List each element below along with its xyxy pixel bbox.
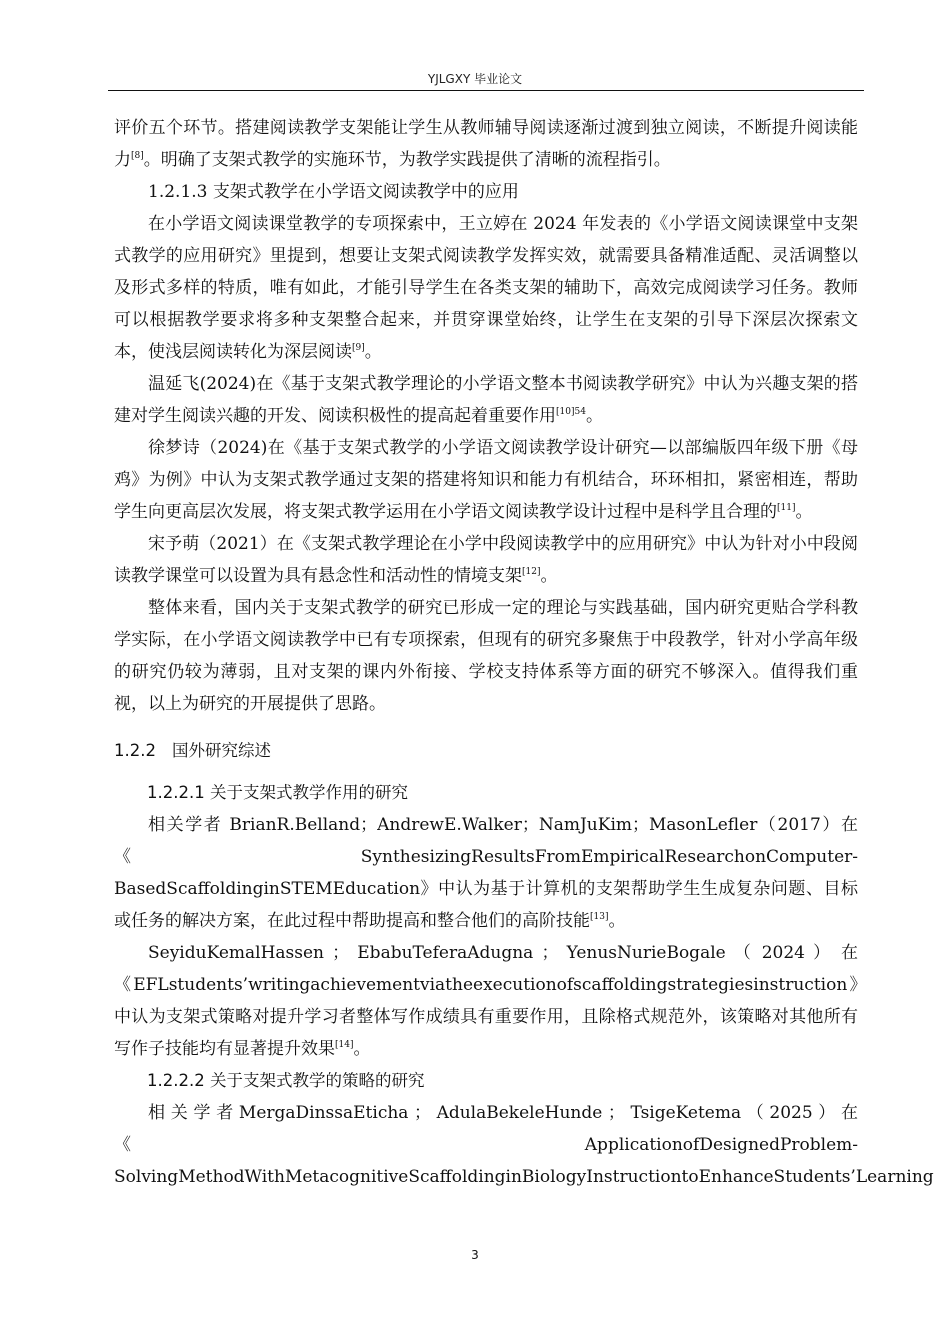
paragraph-belland-line1: 相关学者 BrianR.Belland；AndrewE.Walker；NamJuKim；MasonLefler（2017）在	[148, 815, 858, 835]
paragraph-eticha-line3: SolvingMethodWithMetacognitiveScaffoldinginBiologyInstructiontoEnhanceStudents’Learning	[114, 1167, 934, 1187]
header-rule	[108, 90, 864, 91]
paragraph-continuation: 评价五个环节。搭建阅读教学支架能让学生从教师辅导阅读逐渐过渡到独立阅读，不断提升阅读能力[8]。明确了支架式教学的实施环节，为教学实践提供了清晰的流程指引。	[114, 118, 858, 170]
running-header: YJLGXY 毕业论文	[427, 72, 523, 86]
paragraph-wang: 在小学语文阅读课堂教学的专项探索中，王立婷在 2024 年发表的《小学语文阅读课堂中支架式教学的应用研究》里提到，想要让支架式阅读教学发挥实效，就需要具备精准适配、灵活调整以及形式多样的特质，唯有如此，才能引导学生在各类支架的辅助下，高效完成阅读学习任务。教师可以根据教学要求将多种支架整合起来，并贯穿课堂始终，让学生在支架的引导下深层次探索文本，使浅层阅读转化为深层阅读[9]。	[114, 214, 858, 362]
paragraph-wen: 温延飞(2024)在《基于支架式教学理论的小学语文整本书阅读教学研究》中认为兴趣支架的搭建对学生阅读兴趣的开发、阅读积极性的提高起着重要作用$^{[10]54}$。	[114, 374, 858, 426]
paragraph-eticha-line1: 相 关 学 者 MergaDinssaEticha ； AdulaBekeleHunde ； TsigeKetema （ 2025 ） 在	[148, 1103, 858, 1123]
section-heading-1-2-1-3: 1.2.1.3 支架式教学在小学语文阅读教学中的应用	[148, 182, 519, 202]
citation: [13]	[590, 912, 609, 922]
page-body	[114, 112, 934, 1193]
paragraph-hassen-body: 《EFLstudents’writingachievementviatheexecutionofscaffoldingstrategiesinstruction》中认为支架式策略对提升学习者整体写作成绩具有重要作用，且除格式规范外，该策略对其他所有写作子技能均有显著提升效果[14]。	[114, 975, 858, 1059]
citation: [10]54	[556, 407, 586, 417]
section-heading-1-2-2-2: 1.2.2.2 关于支架式教学的策略的研究	[147, 1071, 425, 1090]
paragraph-summary: 整体来看，国内关于支架式教学的研究已形成一定的理论与实践基础，国内研究更贴合学科教学实际，在小学语文阅读教学中已有专项探索，但现有的研究多聚焦于中段教学，针对小学高年级的研究仍较为薄弱，且对支架的课内外衔接、学校支持体系等方面的研究不够深入。值得我们重视，以上为研究的开展提供了思路。	[114, 598, 858, 714]
paragraph-song: 宋予萌（2021）在《支架式教学理论在小学中段阅读教学中的应用研究》中认为针对小中段阅读教学课堂可以设置为具有悬念性和活动性的情境支架[12]。	[114, 534, 858, 586]
section-number: 1.2.2	[114, 741, 156, 760]
section-heading-1-2-2-1: 1.2.2.1 关于支架式教学作用的研究	[147, 783, 408, 802]
citation: [11]	[777, 503, 796, 513]
section-heading-1-2-2	[114, 735, 858, 767]
paragraph-belland-body: BasedScaffoldinginSTEMEducation》中认为基于计算机的支架帮助学生生成复杂问题、目标或任务的解决方案，在此过程中帮助提高和整合他们的高阶技能[13]。	[114, 879, 858, 931]
paragraph-belland-line2: 《 SynthesizingResultsFromEmpiricalResearchonComputer-	[114, 847, 858, 867]
paragraph-xu: 徐梦诗（2024)在《基于支架式教学的小学语文阅读教学设计研究—以部编版四年级下册《母鸡》为例》中认为支架式教学通过支架的搭建将知识和能力有机结合，环环相扣，紧密相连，帮助学生向更高层次发展，将支架式教学运用在小学语文阅读教学设计过程中是科学且合理的[11]。	[114, 438, 858, 522]
citation: [9]	[352, 343, 365, 353]
paragraph-hassen-line1: SeyiduKemalHassen ； EbabuTeferaAdugna ； YenusNurieBogale （ 2024 ） 在	[148, 943, 858, 963]
citation: [8]	[131, 151, 144, 161]
citation: [12]	[522, 567, 541, 577]
section-title: 国外研究综述	[172, 741, 271, 760]
citation: [14]	[335, 1040, 354, 1050]
paragraph-eticha-line2: 《 ApplicationofDesignedProblem-	[114, 1135, 858, 1155]
page-number: 3	[471, 1248, 479, 1262]
